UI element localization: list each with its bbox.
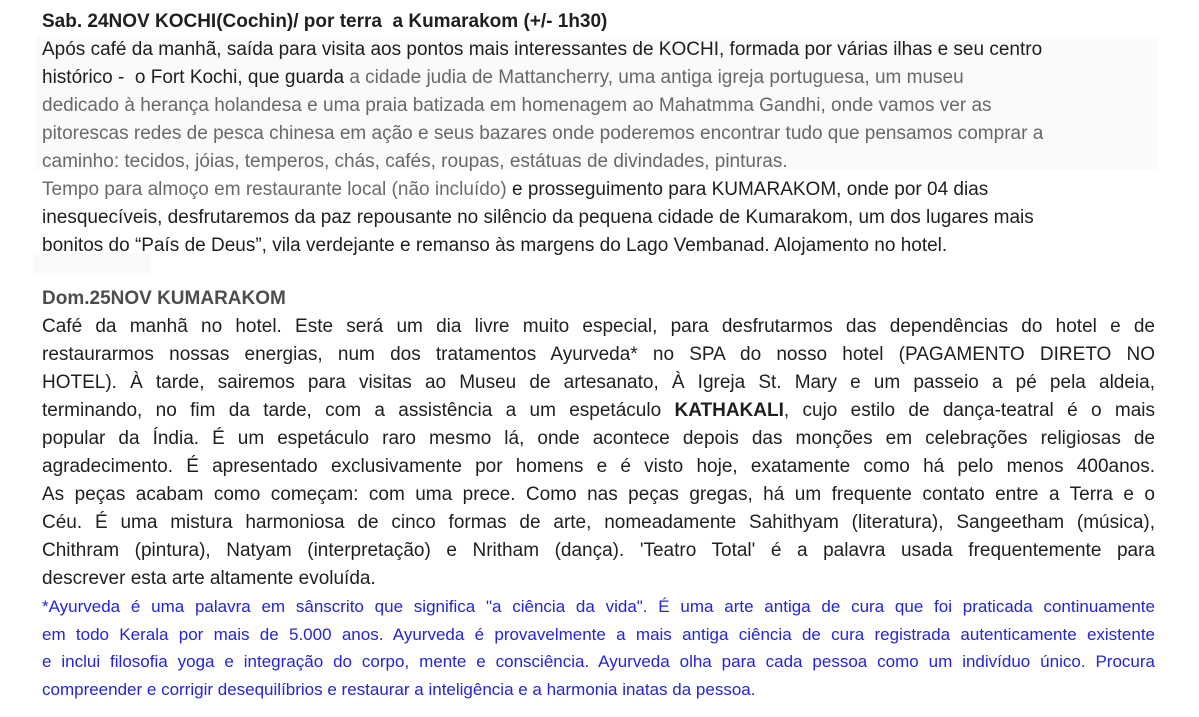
text-run: em todo Kerala por mais de 5.000 anos. Ayurveda é provavelmente a mais antiga ciência de cura registrada autenticamente existente — [42, 624, 1155, 644]
text-line — [42, 425, 1155, 453]
text-run: popular da Índia. É um espetáculo raro mesmo lá, onde acontece depois das monções em celebrações religiosas de — [42, 428, 1155, 449]
text-run: dedicado à herança holandesa e uma praia batizada em homenagem ao Mahatmma Gandhi, onde vamos ver as — [42, 95, 992, 116]
text-run: *Ayurveda é uma palavra em sânscrito que significa "a ciência da vida". É uma arte antiga de cura que foi praticada continuamente — [42, 597, 1155, 616]
text-line — [42, 369, 1155, 397]
text-run: agradecimento. É apresentado exclusivamente por homens e é visto hoje, exatamente como há pelo menos 400anos. — [42, 456, 1155, 477]
text-line — [42, 481, 1155, 509]
text-line — [42, 537, 1155, 565]
text-run: terminando, no fim da tarde, com a assistência a um espetáculo — [42, 400, 675, 421]
text-line — [42, 64, 1155, 92]
text-line — [42, 593, 1155, 621]
text-run: histórico - o Fort Kochi, que guarda — [42, 67, 350, 88]
text-run: Após café da manhã, saída para visita aos pontos mais interessantes de KOCHI, formada por várias ilhas e seu centro — [42, 39, 1043, 60]
text-run: e inclui filosofia yoga e integração do corpo, mente e consciência. Ayurveda olha para cada pessoa como um indivíduo único. Procura — [42, 652, 1155, 671]
text-line — [42, 120, 1155, 148]
text-line — [42, 313, 1155, 341]
text-run: Café da manhã no hotel. Este será um dia livre muito especial, para desfrutarmos das dependências do hotel e de — [42, 316, 1155, 337]
text-run: inesquecíveis, desfrutaremos da paz repousante no silêncio da pequena cidade de Kumarakom, um dos lugares mais — [42, 207, 1034, 228]
text-run: caminho: tecidos, jóias, temperos, chás, cafés, roupas, estátuas de divindades, pinturas. — [42, 151, 788, 172]
day2-heading: Dom.25NOV KUMARAKOM — [42, 288, 286, 309]
text-line — [42, 509, 1155, 537]
text-run: restaurarmos nossas energias, num dos tratamentos Ayurveda* no SPA do nosso hotel (PAGAMENTO DIRETO NO — [42, 344, 1155, 365]
section-gap — [42, 260, 1155, 285]
text-run: , cujo estilo de dança-teatral é o mais — [783, 400, 1155, 421]
day2-body — [42, 313, 1155, 593]
text-run: As peças acabam como começam: com uma prece. Como nas peças gregas, há um frequente contato entre a Terra e o — [42, 484, 1155, 505]
text-run: bonitos do “País de Deus”, vila verdejante e remanso às margens do Lago Vembanad. Alojamento no hotel. — [42, 235, 948, 256]
day1-heading: Sab. 24NOV KOCHI(Cochin)/ por terra a Kumarakom (+/- 1h30) — [42, 11, 608, 32]
text-line — [42, 148, 1155, 176]
text-line — [42, 176, 1155, 204]
text-run: e prosseguimento para KUMARAKOM, onde por 04 dias — [511, 179, 989, 200]
day1-body — [42, 36, 1155, 260]
itinerary-section-day1 — [42, 8, 1155, 260]
text-line — [42, 397, 1155, 425]
ayurveda-footnote — [42, 593, 1155, 703]
text-line — [42, 204, 1155, 232]
text-run: compreender e corrigir desequilíbrios e restaurar a inteligência e a harmonia inatas da pessoa. — [42, 679, 756, 699]
text-line — [42, 648, 1155, 676]
text-line — [42, 453, 1155, 481]
text-line — [42, 232, 1155, 260]
text-run: descrever esta arte altamente evoluída. — [42, 568, 376, 589]
text-run: HOTEL). À tarde, sairemos para visitas ao Museu de artesanato, À Igreja St. Mary e um passeio a pé pela aldeia, — [42, 372, 1155, 393]
text-run: KATHAKALI — [674, 400, 784, 421]
text-line — [42, 621, 1155, 649]
itinerary-section-day2 — [42, 285, 1155, 593]
footnote-body — [42, 593, 1155, 703]
text-line — [42, 36, 1155, 64]
text-run: Céu. É uma mistura harmoniosa de cinco formas de arte, nomeadamente Sahithyam (literatura), Sangeetham (música), — [42, 512, 1155, 533]
text-line — [42, 676, 1155, 704]
text-run: Chithram (pintura), Natyam (interpretação) e Nritham (dança). 'Teatro Total' é a palavra usada frequentemente para — [42, 540, 1155, 561]
text-run: a cidade judia de Mattancherry, uma antiga igreja portuguesa, um museu — [349, 67, 964, 88]
text-line — [42, 92, 1155, 120]
text-run: Tempo para almoço em restaurante local (não incluído) — [42, 179, 512, 200]
text-line — [42, 341, 1155, 369]
text-line — [42, 565, 1155, 593]
text-run: pitorescas redes de pesca chinesa em ação e seus bazares onde poderemos encontrar tudo que pensamos comprar a — [42, 123, 1044, 144]
